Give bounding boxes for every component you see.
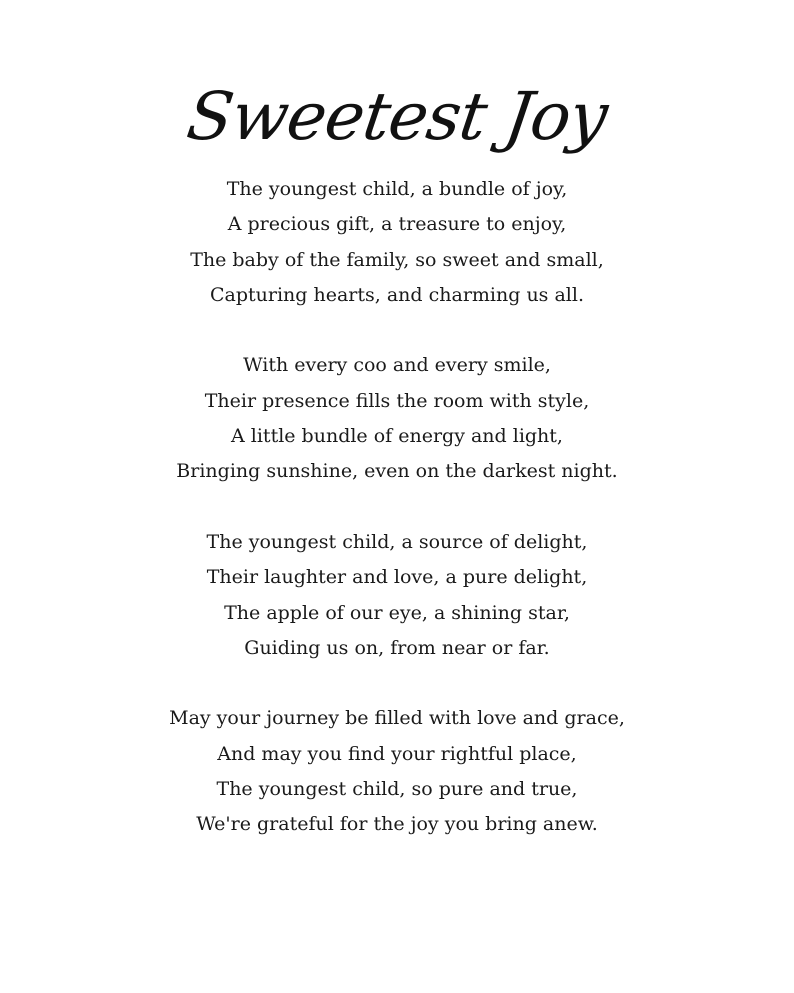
poem-line: Capturing hearts, and charming us all. <box>210 283 584 306</box>
poem-line: We're grateful for the joy you bring anew. <box>196 813 598 836</box>
poem-body <box>0 172 794 843</box>
poem-line: A precious gift, a treasure to enjoy, <box>227 213 567 236</box>
poem-line: Their presence fills the room with style, <box>204 389 590 412</box>
poem-line: With every coo and every smile, <box>243 354 551 377</box>
stanza-divider <box>0 666 794 701</box>
poem-title: Sweetest Joy <box>182 78 612 155</box>
poem-line: May your journey be filled with love and grace, <box>169 707 625 730</box>
stanza-divider <box>0 313 794 348</box>
poem-line: The baby of the family, so sweet and small, <box>190 248 604 271</box>
stanza-4 <box>0 701 794 842</box>
poem-line: The youngest child, a source of delight, <box>206 530 588 553</box>
poem-line: A little bundle of energy and light, <box>231 425 563 448</box>
poem-line: Bringing sunshine, even on the darkest night. <box>176 460 618 483</box>
stanza-divider <box>0 490 794 525</box>
poem-line: Guiding us on, from near or far. <box>244 636 550 659</box>
poem-line: The youngest child, so pure and true, <box>216 778 578 801</box>
stanza-3 <box>0 525 794 666</box>
poem-line: The apple of our eye, a shining star, <box>224 601 570 624</box>
stanza-1 <box>0 172 794 313</box>
poem-line: The youngest child, a bundle of joy, <box>226 178 568 200</box>
stanza-2 <box>0 348 794 489</box>
poem-line: And may you find your rightful place, <box>217 742 577 765</box>
poem-line: Their laughter and love, a pure delight, <box>206 566 588 589</box>
